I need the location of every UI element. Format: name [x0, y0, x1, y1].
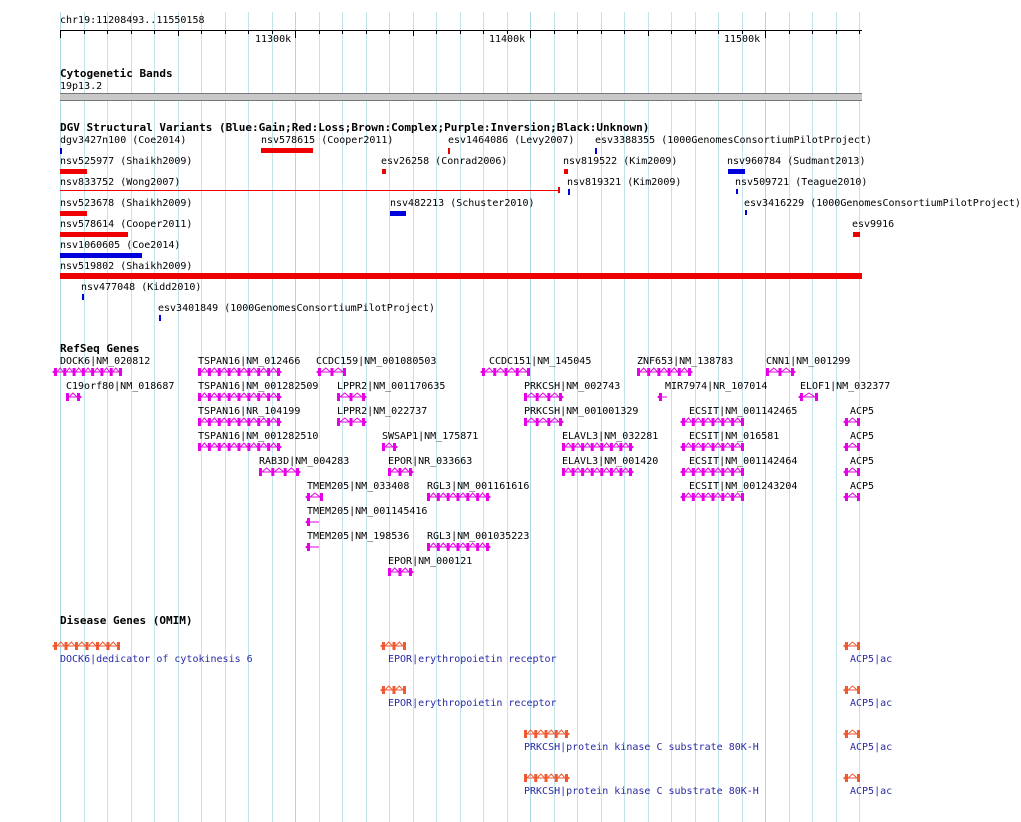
- ruler-tick: [765, 30, 766, 38]
- ruler-label-11500k: 11500k: [724, 34, 761, 45]
- dgv-feature-bar[interactable]: [60, 232, 128, 237]
- refseq-gene-label[interactable]: CCDC151|NM_145045: [489, 356, 592, 367]
- refseq-gene-label[interactable]: RGL3|NM_001035223: [427, 531, 530, 542]
- dgv-feature-label[interactable]: nsv819321 (Kim2009): [567, 177, 682, 188]
- omim-gene-label[interactable]: DOCK6|dedicator of cytokinesis 6: [60, 654, 253, 665]
- dgv-feature-bar[interactable]: [382, 169, 386, 174]
- omim-gene-glyph[interactable]: [843, 640, 862, 652]
- ruler-label-11300k: 11300k: [255, 34, 292, 45]
- omim-gene-label[interactable]: ACP5|ac: [850, 698, 893, 709]
- refseq-gene-label[interactable]: MIR7974|NR_107014: [665, 381, 768, 392]
- ruler-tick: [107, 30, 108, 34]
- ruler-label-11400k: 11400k: [489, 34, 526, 45]
- refseq-gene-glyph[interactable]: [635, 366, 693, 378]
- refseq-gene-glyph[interactable]: [316, 366, 348, 378]
- refseq-gene-label[interactable]: ELOF1|NM_032377: [800, 381, 891, 392]
- ruler-tick: [648, 30, 649, 36]
- refseq-gene-glyph[interactable]: [522, 416, 564, 428]
- refseq-gene-label[interactable]: LPPR2|NM_001170635: [337, 381, 446, 392]
- grid-line: [789, 12, 790, 822]
- cytoband-label: 19p13.2: [60, 81, 103, 92]
- dgv-feature-bar[interactable]: [159, 315, 161, 321]
- ruler-tick: [789, 30, 790, 34]
- ruler-tick: [366, 30, 367, 34]
- omim-gene-glyph[interactable]: [522, 728, 570, 740]
- ruler-tick: [248, 30, 249, 34]
- ruler-tick: [295, 30, 296, 38]
- dgv-feature-bar[interactable]: [60, 148, 62, 154]
- omim-gene-glyph[interactable]: [843, 728, 862, 740]
- refseq-gene-glyph[interactable]: [425, 491, 491, 503]
- dgv-feature-label[interactable]: nsv509721 (Teague2010): [735, 177, 868, 188]
- ruler-tick: [836, 30, 837, 34]
- refseq-gene-label[interactable]: PRKCSH|NM_001001329: [524, 406, 639, 417]
- refseq-gene-glyph[interactable]: [305, 541, 321, 553]
- dgv-feature-bar[interactable]: [390, 211, 406, 216]
- refseq-gene-label[interactable]: ACP5: [850, 431, 875, 442]
- dgv-feature-endcap: [558, 187, 560, 193]
- dgv-feature-bar[interactable]: [60, 169, 87, 174]
- refseq-gene-glyph[interactable]: [64, 391, 82, 403]
- dgv-feature-bar[interactable]: [853, 232, 860, 237]
- refseq-gene-label[interactable]: ELAVL3|NM_001420: [562, 456, 659, 467]
- dgv-feature-bar[interactable]: [60, 273, 862, 279]
- refseq-gene-label[interactable]: ACP5: [850, 406, 875, 417]
- refseq-gene-label[interactable]: ACP5: [850, 456, 875, 467]
- grid-line: [671, 12, 672, 822]
- dgv-feature-label[interactable]: nsv1060605 (Coe2014): [60, 240, 181, 251]
- ruler-tick: [483, 30, 484, 34]
- refseq-gene-glyph[interactable]: [764, 366, 796, 378]
- omim-gene-glyph[interactable]: [843, 684, 862, 696]
- refseq-gene-label[interactable]: TMEM205|NM_198536: [307, 531, 410, 542]
- refseq-gene-glyph[interactable]: [335, 391, 367, 403]
- ruler-tick: [671, 30, 672, 34]
- refseq-track-title: RefSeq Genes: [60, 342, 140, 355]
- omim-gene-label[interactable]: ACP5|ac: [850, 654, 893, 665]
- cytoband-bar[interactable]: [60, 93, 862, 101]
- refseq-gene-label[interactable]: CCDC159|NM_001080503: [316, 356, 437, 367]
- dgv-feature-label[interactable]: dgv3427n100 (Coe2014): [60, 135, 187, 146]
- ruler-tick: [342, 30, 343, 34]
- refseq-gene-glyph[interactable]: [305, 491, 325, 503]
- dgv-feature-label[interactable]: nsv833752 (Wong2007): [60, 177, 181, 188]
- omim-gene-label[interactable]: PRKCSH|protein kinase C substrate 80K-H: [524, 786, 759, 797]
- refseq-gene-label[interactable]: TMEM205|NM_033408: [307, 481, 410, 492]
- ruler-tick: [530, 30, 531, 38]
- refseq-gene-label[interactable]: LPPR2|NM_022737: [337, 406, 428, 417]
- refseq-gene-label[interactable]: TSPAN16|NM_001282510: [198, 431, 319, 442]
- dgv-feature-label[interactable]: nsv578614 (Cooper2011): [60, 219, 193, 230]
- ruler-tick: [577, 30, 578, 34]
- refseq-gene-glyph[interactable]: [843, 491, 862, 503]
- ruler-tick: [601, 30, 602, 34]
- ruler-tick: [84, 30, 85, 34]
- refseq-gene-label[interactable]: DOCK6|NM_020812: [60, 356, 151, 367]
- omim-gene-glyph[interactable]: [380, 640, 408, 652]
- refseq-gene-label[interactable]: TMEM205|NM_001145416: [307, 506, 428, 517]
- refseq-gene-label[interactable]: ZNF653|NM_138783: [637, 356, 734, 367]
- dgv-feature-label[interactable]: nsv578615 (Cooper2011): [261, 135, 394, 146]
- refseq-gene-glyph[interactable]: [843, 441, 862, 453]
- dgv-feature-bar[interactable]: [60, 211, 87, 216]
- refseq-gene-label[interactable]: TSPAN16|NM_001282509: [198, 381, 319, 392]
- refseq-gene-glyph[interactable]: [196, 366, 282, 378]
- ruler-tick: [225, 30, 226, 34]
- refseq-gene-glyph[interactable]: [657, 391, 669, 403]
- omim-gene-glyph[interactable]: [522, 772, 570, 784]
- refseq-gene-label[interactable]: TSPAN16|NM_012466: [198, 356, 301, 367]
- refseq-gene-label[interactable]: C19orf80|NM_018687: [66, 381, 175, 392]
- ruler-tick: [859, 30, 860, 34]
- ruler-tick: [131, 30, 132, 34]
- dgv-feature-label[interactable]: esv3416229 (1000GenomesConsortiumPilotProject): [744, 198, 1021, 209]
- refseq-gene-glyph[interactable]: [680, 416, 746, 428]
- refseq-gene-glyph[interactable]: [680, 466, 746, 478]
- refseq-gene-label[interactable]: ELAVL3|NM_032281: [562, 431, 659, 442]
- location-label: chr19:11208493..11550158: [60, 15, 205, 26]
- refseq-gene-label[interactable]: ECSIT|NM_001142465: [689, 406, 798, 417]
- refseq-gene-glyph[interactable]: [52, 366, 124, 378]
- dgv-feature-label[interactable]: nsv519802 (Shaikh2009): [60, 261, 193, 272]
- refseq-gene-label[interactable]: ECSIT|NM_016581: [689, 431, 780, 442]
- refseq-gene-label[interactable]: RAB3D|NM_004283: [259, 456, 350, 467]
- refseq-gene-glyph[interactable]: [680, 491, 746, 503]
- omim-track-title: Disease Genes (OMIM): [60, 614, 193, 627]
- refseq-gene-glyph[interactable]: [386, 466, 414, 478]
- ruler-tick: [389, 30, 390, 34]
- dgv-feature-bar[interactable]: [736, 189, 738, 194]
- dgv-feature-label[interactable]: nsv819522 (Kim2009): [563, 156, 678, 167]
- refseq-gene-label[interactable]: ECSIT|NM_001243204: [689, 481, 798, 492]
- dgv-feature-bar[interactable]: [728, 169, 745, 174]
- ruler-tick: [554, 30, 555, 34]
- dgv-feature-bar[interactable]: [448, 148, 450, 154]
- refseq-gene-label[interactable]: SWSAP1|NM_175871: [382, 431, 479, 442]
- refseq-gene-label[interactable]: ACP5: [850, 481, 875, 492]
- refseq-gene-glyph[interactable]: [196, 391, 282, 403]
- omim-gene-glyph[interactable]: [380, 684, 408, 696]
- omim-gene-label[interactable]: ACP5|ac: [850, 742, 893, 753]
- omim-gene-label[interactable]: EPOR|erythropoietin receptor: [388, 654, 557, 665]
- refseq-gene-glyph[interactable]: [798, 391, 820, 403]
- dgv-feature-label[interactable]: esv1464086 (Levy2007): [448, 135, 575, 146]
- cytoband-track-title: Cytogenetic Bands: [60, 67, 173, 80]
- refseq-gene-glyph[interactable]: [386, 566, 414, 578]
- ruler-tick: [319, 30, 320, 34]
- refseq-gene-label[interactable]: TSPAN16|NR_104199: [198, 406, 301, 417]
- refseq-gene-label[interactable]: ECSIT|NM_001142464: [689, 456, 798, 467]
- ruler-tick: [695, 30, 696, 34]
- ruler-tick: [60, 30, 61, 38]
- ruler-tick: [413, 30, 414, 36]
- refseq-gene-glyph[interactable]: [480, 366, 532, 378]
- omim-gene-label[interactable]: ACP5|ac: [850, 786, 893, 797]
- dgv-feature-bar[interactable]: [261, 148, 313, 153]
- dgv-feature-label[interactable]: esv26258 (Conrad2006): [381, 156, 508, 167]
- ruler-tick: [812, 30, 813, 34]
- omim-gene-glyph[interactable]: [52, 640, 122, 652]
- dgv-feature-label[interactable]: esv3388355 (1000GenomesConsortiumPilotProject): [595, 135, 872, 146]
- dgv-feature-bar[interactable]: [82, 294, 84, 300]
- refseq-gene-glyph[interactable]: [843, 416, 862, 428]
- omim-gene-glyph[interactable]: [843, 772, 862, 784]
- refseq-gene-glyph[interactable]: [522, 391, 564, 403]
- ruler-tick: [460, 30, 461, 34]
- refseq-gene-glyph[interactable]: [257, 466, 301, 478]
- ruler-tick: [436, 30, 437, 34]
- refseq-gene-glyph[interactable]: [305, 516, 321, 528]
- refseq-gene-label[interactable]: EPOR|NR_033663: [388, 456, 473, 467]
- refseq-gene-glyph[interactable]: [196, 416, 282, 428]
- refseq-gene-label[interactable]: RGL3|NM_001161616: [427, 481, 530, 492]
- refseq-gene-label[interactable]: PRKCSH|NM_002743: [524, 381, 621, 392]
- refseq-gene-glyph[interactable]: [843, 466, 862, 478]
- grid-line: [836, 12, 837, 822]
- dgv-feature-bar[interactable]: [564, 169, 568, 174]
- dgv-feature-label[interactable]: nsv960784 (Sudmant2013): [727, 156, 866, 167]
- omim-gene-label[interactable]: PRKCSH|protein kinase C substrate 80K-H: [524, 742, 759, 753]
- omim-gene-label[interactable]: EPOR|erythropoietin receptor: [388, 698, 557, 709]
- refseq-gene-glyph[interactable]: [196, 441, 282, 453]
- refseq-gene-glyph[interactable]: [560, 466, 634, 478]
- ruler-tick: [718, 30, 719, 34]
- dgv-feature-label[interactable]: nsv523678 (Shaikh2009): [60, 198, 193, 209]
- ruler-tick: [178, 30, 179, 36]
- refseq-gene-glyph[interactable]: [425, 541, 491, 553]
- dgv-feature-label[interactable]: esv3401849 (1000GenomesConsortiumPilotProject): [158, 303, 435, 314]
- dgv-feature-bar[interactable]: [745, 210, 747, 215]
- dgv-feature-bar[interactable]: [60, 253, 142, 258]
- grid-line: [812, 12, 813, 822]
- refseq-gene-label[interactable]: CNN1|NM_001299: [766, 356, 851, 367]
- dgv-feature-bar[interactable]: [568, 189, 570, 195]
- refseq-gene-glyph[interactable]: [380, 441, 398, 453]
- dgv-feature-bar[interactable]: [60, 190, 558, 191]
- dgv-feature-bar[interactable]: [595, 148, 597, 154]
- dgv-feature-label[interactable]: nsv482213 (Schuster2010): [390, 198, 535, 209]
- grid-line: [765, 12, 766, 822]
- ruler-tick: [154, 30, 155, 34]
- dgv-feature-label[interactable]: nsv525977 (Shaikh2009): [60, 156, 193, 167]
- refseq-gene-glyph[interactable]: [560, 441, 634, 453]
- dgv-feature-label[interactable]: nsv477048 (Kidd2010): [81, 282, 202, 293]
- dgv-track-title: DGV Structural Variants (Blue:Gain;Red:Loss;Brown:Complex;Purple:Inversion;Black:Unknown): [60, 121, 650, 134]
- dgv-feature-label[interactable]: esv9916: [852, 219, 895, 230]
- refseq-gene-glyph[interactable]: [335, 416, 367, 428]
- ruler-tick: [201, 30, 202, 34]
- refseq-gene-glyph[interactable]: [680, 441, 746, 453]
- ruler-tick: [624, 30, 625, 34]
- refseq-gene-label[interactable]: EPOR|NM_000121: [388, 556, 473, 567]
